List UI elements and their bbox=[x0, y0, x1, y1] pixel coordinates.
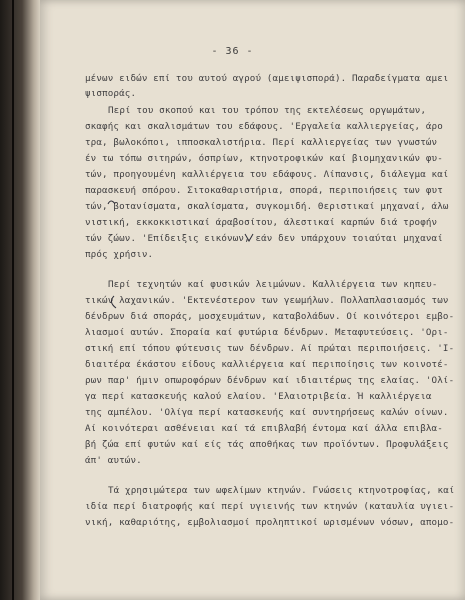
text-line: στική επί τόπου φύτευσις των δένδρων. Αί πρώται περιποιήσεις. 'Ι- bbox=[85, 343, 455, 354]
text-line: πρός χρήσιν. bbox=[85, 249, 154, 260]
text-line: τρα, βωλοκόποι, ιπποσκαλιστήρια. Περί καλλιεργείας των γνωστών bbox=[85, 137, 438, 148]
text-line: τών ζώων. 'Επίδειξις εικόνων, εάν δεν υπάρχουν τοιαύται μηχαναί bbox=[85, 233, 443, 244]
text-line: ρων παρ' ήμιν οπωροφόρων δένδρων καί ιδιαιτέρως της ελαίας. 'Ολί- bbox=[85, 375, 455, 386]
ink-caret-mark bbox=[108, 201, 115, 204]
text-line: Αί κοινότεραι ασθένειαι καί τά επιβλαβή έντομα καί άλλα επιβλα- bbox=[85, 423, 443, 434]
text-line: Τά χρησιμώτερα των ωφελίμων κτηνών. Γνώσεις κτηνοτροφίας, καί bbox=[108, 485, 455, 496]
page-number: - 36 - bbox=[211, 46, 254, 57]
text-line: Περί τεχνητών καί φυσικών λειμώνων. Καλλιέργεια των κηπευ- bbox=[108, 279, 438, 290]
text-line: δένδρων διά σποράς, μοσχευμάτων, καταβολάδων. Οί κοινότεροι εμβο- bbox=[85, 311, 455, 322]
text-line: ιδία περί διατροφής καί περί υγιεινής των κτηνών (καταυλία υγιει- bbox=[85, 501, 455, 512]
text-line: μένων ειδών επί του αυτού αγρού (αμειψισπορά). Παραδείγματα αμει bbox=[85, 73, 449, 84]
text-line: ψισποράς. bbox=[85, 88, 137, 99]
ink-insert-mark bbox=[245, 234, 253, 241]
text-line: άπ' αυτών. bbox=[85, 455, 142, 466]
text-line: τικών λαχανικών. 'Εκτενέστερον των γεωμήλων. Πολλαπλασιασμός των bbox=[85, 295, 449, 306]
text-line: νιστική, εκκοκκιστικαί άραβοσίτου, άλεστικαί καρπών διά τροφήν bbox=[85, 217, 438, 228]
text-line: βή ζώα επί φυτών καί είς τάς αποθήκας των προϊόντων. Προφυλάξεις bbox=[85, 439, 449, 450]
text-line: νική, καθαριότης, εμβολιασμοί προληπτικοί ωρισμένων νόσων, απομο- bbox=[85, 517, 455, 528]
text-line: λιασμοί αυτών. Σποραία καί φυτώρια δένδρων. Μεταφυτεύσεις. 'Ορι- bbox=[85, 327, 449, 338]
text-line: Περί του σκοπού και του τρόπου της εκτελέσεως οργωμάτων, bbox=[108, 105, 427, 116]
text-line: έν τω τόπω σιτηρών, όσπρίων, κτηνοτροφικών καί βιομηχανικών φυ- bbox=[85, 153, 443, 164]
text-line: τών, προηγουμένη καλλιέργεια του εδάφους. Λίπανσις, διάλεγμα καί bbox=[85, 169, 449, 180]
text-line: της αμπέλου. 'Ολίγα περί κατασκευής καί συντηρήσεως καλών οίνων. bbox=[85, 407, 449, 418]
text-line: διαιτέρα έκάστου είδους καλλιέργεια καί περιποίησις των κοινοτέ- bbox=[85, 359, 449, 370]
text-line: γα περί κατασκευής καλού ελαίου. 'Ελαιοτριβεία. Ή καλλιέργεια bbox=[85, 391, 432, 402]
text-line: τών, βοτανίσματα, σκαλίσματα, συγκομιδή. Θεριστικαί μηχαναί, άλω bbox=[85, 201, 449, 212]
text-line: παρασκευή σπόρου. Σιτοκαθαριστήρια, σπορά, περιποιήσεις των φυτ bbox=[85, 185, 443, 196]
ink-bracket-mark bbox=[111, 296, 116, 308]
text-line: σκαφής και σκαλισμάτων του εδάφους. 'Εργαλεία καλλιεργείας, άρο bbox=[85, 121, 443, 132]
